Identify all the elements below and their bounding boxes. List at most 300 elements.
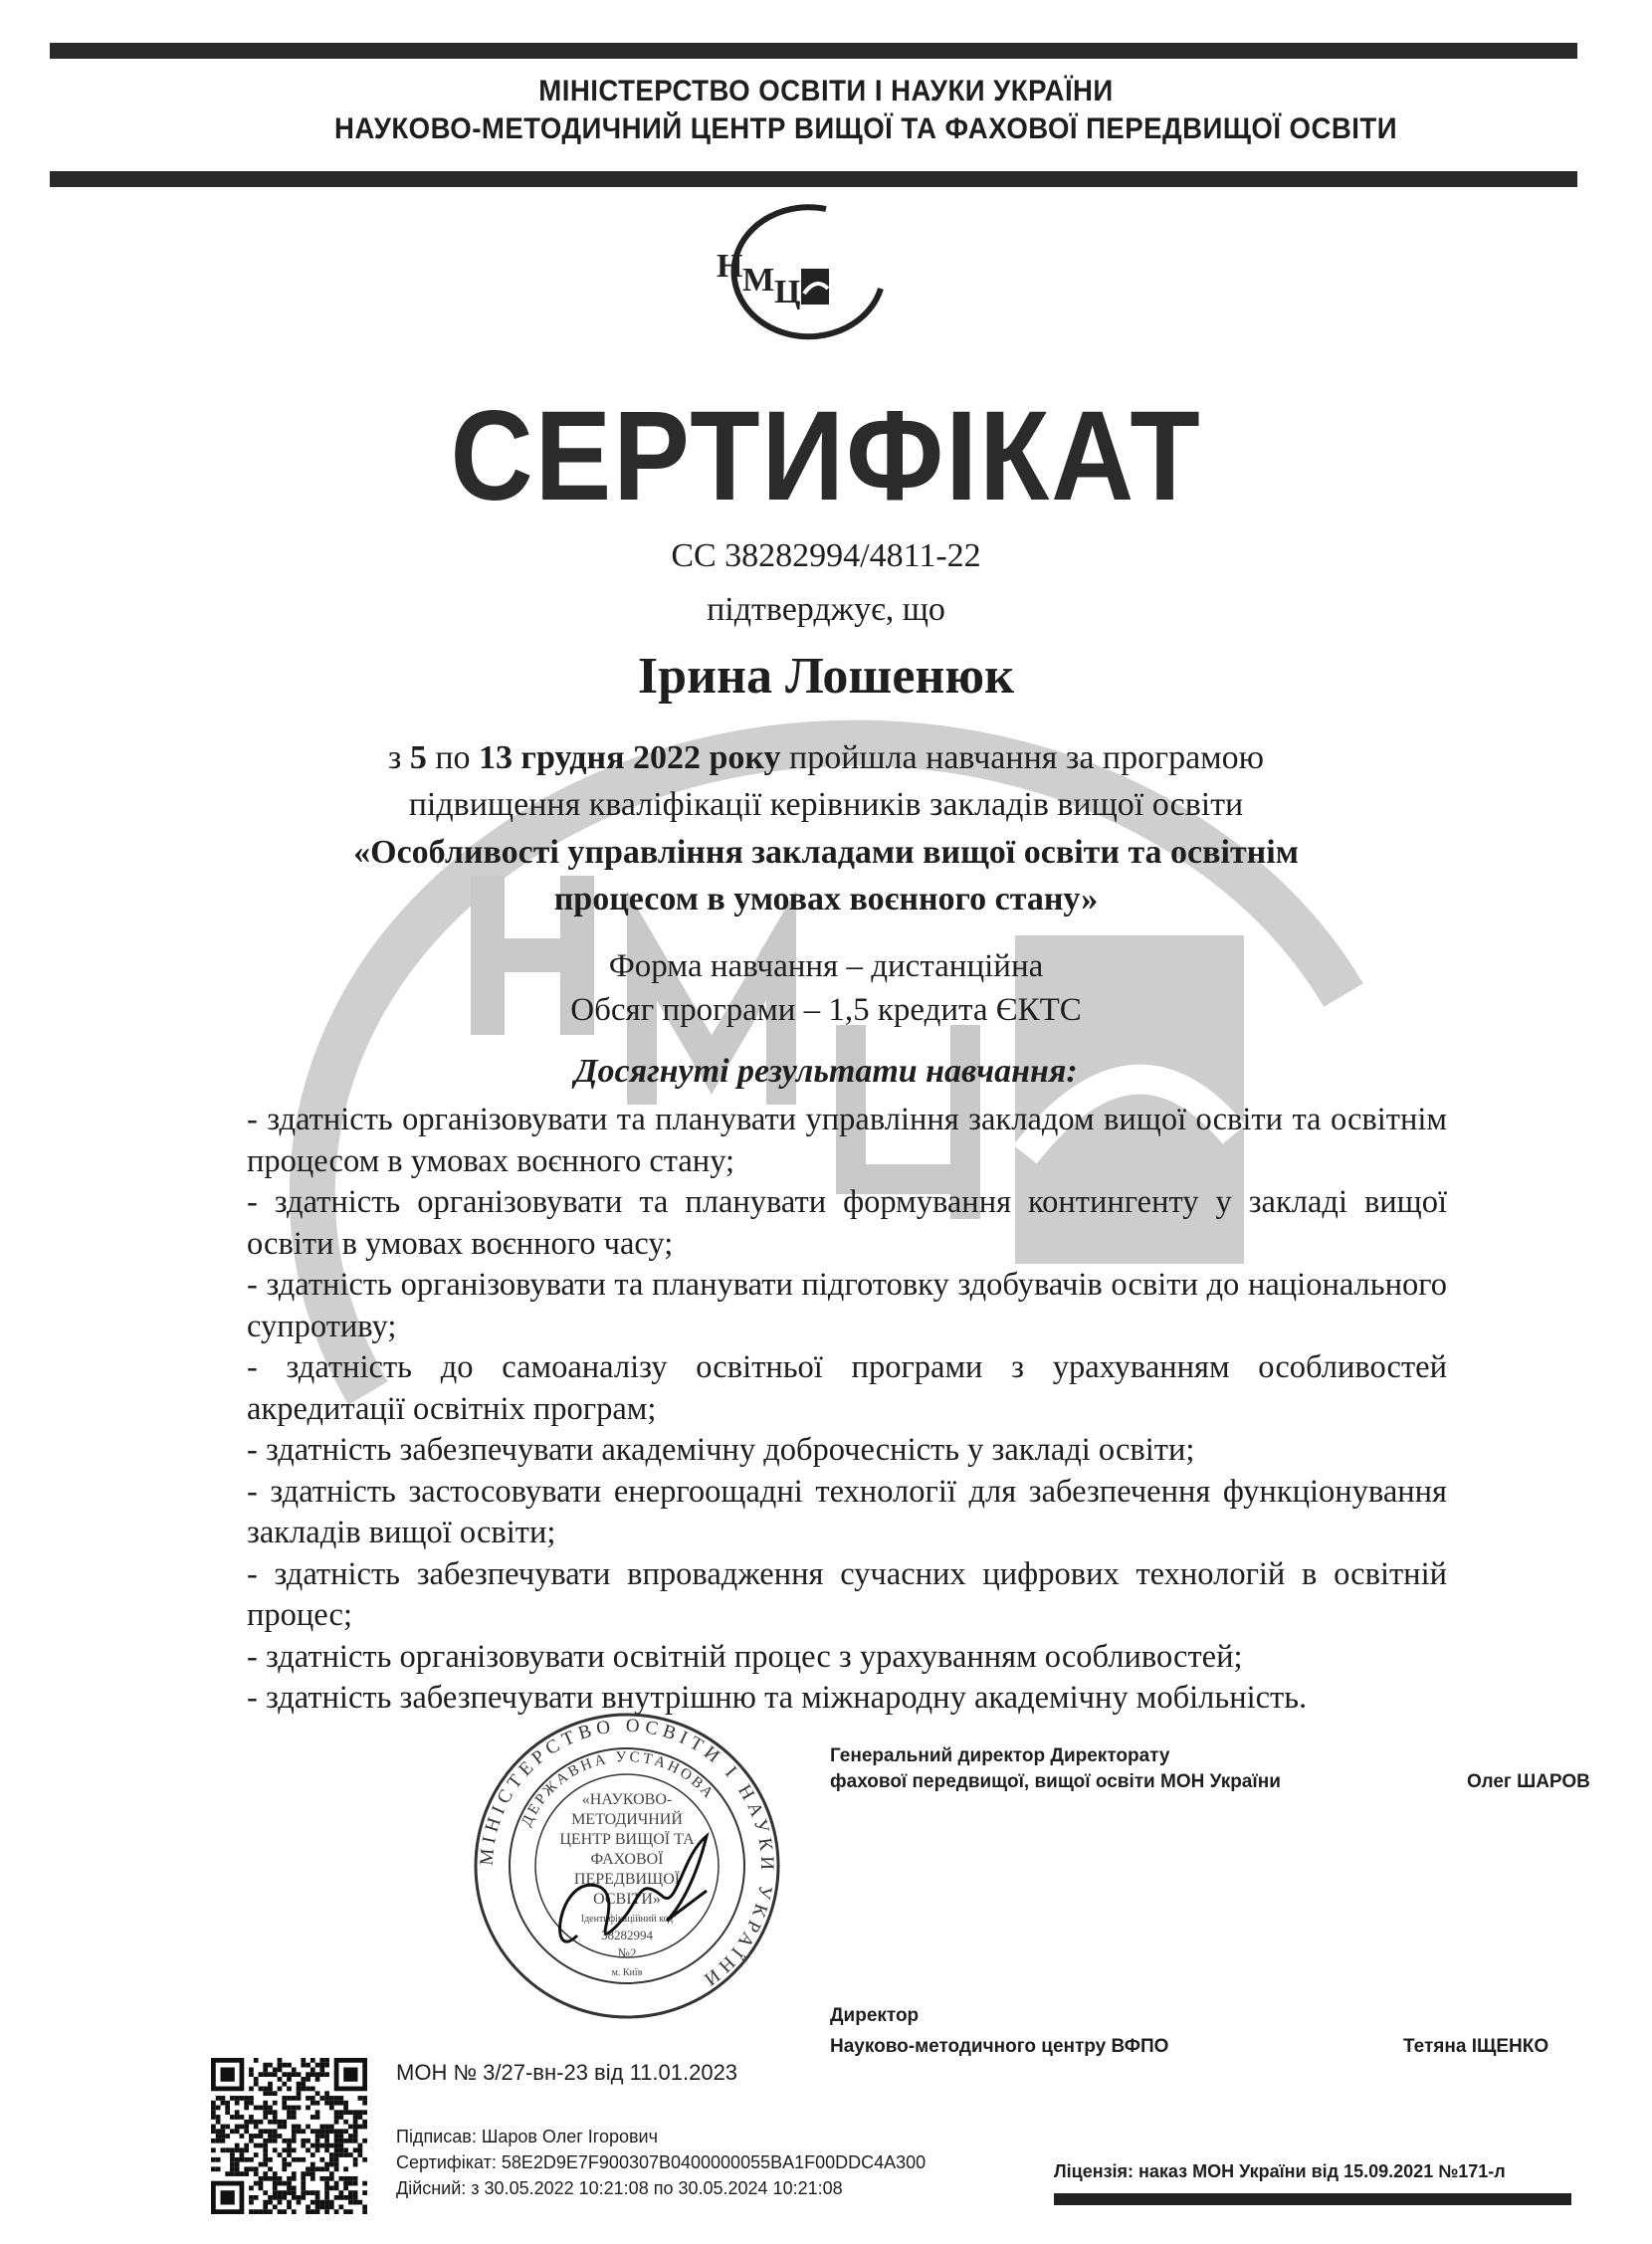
qr-module	[329, 2185, 334, 2190]
qr-module	[225, 2134, 230, 2139]
certificate-title: СЕРТИФІКАТ	[450, 385, 1202, 527]
qr-module	[362, 2120, 367, 2125]
qr-module	[259, 2209, 264, 2214]
qr-module	[334, 2096, 339, 2101]
qr-module	[259, 2120, 264, 2125]
qr-module	[362, 2190, 367, 2195]
qr-module	[273, 2091, 278, 2096]
qr-module	[278, 2190, 283, 2195]
qr-module	[244, 2125, 249, 2130]
qr-module	[301, 2129, 306, 2134]
qr-module	[249, 2115, 254, 2120]
qr-module	[244, 2143, 249, 2148]
qr-module	[254, 2166, 259, 2171]
qr-module	[357, 2096, 362, 2101]
qr-module	[278, 2176, 283, 2181]
qr-module	[254, 2077, 259, 2082]
qr-module	[329, 2162, 334, 2167]
qr-finder	[221, 2190, 235, 2204]
qr-module	[278, 2181, 283, 2186]
qr-module	[287, 2181, 292, 2186]
qr-module	[353, 2110, 358, 2115]
qr-module	[319, 2176, 324, 2181]
result-item: - здатність організовувати та планувати формування контингенту у закладі вищої освіти в умовах воєнного часу;	[247, 1184, 1447, 1262]
qr-module	[292, 2110, 297, 2115]
qr-module	[240, 2157, 245, 2162]
qr-module	[324, 2176, 329, 2181]
qr-module	[348, 2134, 353, 2139]
qr-module	[324, 2091, 329, 2096]
qr-module	[310, 2162, 315, 2167]
qr-module	[329, 2152, 334, 2157]
qr-module	[292, 2157, 297, 2162]
qr-module	[329, 2106, 334, 2111]
qr-module	[278, 2068, 283, 2073]
qr-module	[268, 2134, 273, 2139]
qr-module	[211, 2110, 216, 2115]
qr-module	[319, 2204, 324, 2209]
qr-module	[324, 2209, 329, 2214]
period-mid: по	[426, 739, 480, 776]
qr-module	[235, 2101, 240, 2106]
qr-module	[225, 2171, 230, 2176]
qr-module	[310, 2072, 315, 2077]
qr-module	[357, 2152, 362, 2157]
qr-module	[287, 2077, 292, 2082]
qr-module	[235, 2115, 240, 2120]
qr-module	[240, 2125, 245, 2130]
qr-module	[273, 2115, 278, 2120]
qr-module	[315, 2143, 320, 2148]
qr-module	[216, 2096, 221, 2101]
qr-module	[292, 2129, 297, 2134]
qr-module	[306, 2209, 310, 2214]
qr-module	[353, 2125, 358, 2130]
qr-module	[244, 2106, 249, 2111]
qr-module	[287, 2063, 292, 2068]
qr-module	[362, 2157, 367, 2162]
qr-module	[282, 2072, 287, 2077]
qr-module	[329, 2171, 334, 2176]
qr-module	[230, 2157, 235, 2162]
validity-period: Дійсний: з 30.05.2022 10:21:08 по 30.05.2024 10:21:08	[396, 2178, 843, 2198]
qr-module	[329, 2125, 334, 2130]
qr-module	[240, 2115, 245, 2120]
qr-module	[273, 2185, 278, 2190]
qr-module	[282, 2139, 287, 2143]
qr-module	[343, 2181, 348, 2186]
program-title-2: процесом в умовах воєнного стану»	[553, 881, 1099, 918]
qr-module	[263, 2204, 268, 2209]
qr-module	[297, 2200, 302, 2205]
qr-module	[297, 2096, 302, 2101]
stamp-number: №2	[617, 1945, 637, 1960]
qr-module	[310, 2129, 315, 2134]
qr-module	[292, 2185, 297, 2190]
qr-module	[315, 2147, 320, 2152]
qr-module	[334, 2157, 339, 2162]
qr-module	[225, 2106, 230, 2111]
qr-module	[263, 2091, 268, 2096]
qr-module	[211, 2147, 216, 2152]
qr-module	[324, 2200, 329, 2205]
qr-module	[315, 2110, 320, 2115]
ministry-heading: МІНІСТЕРСТВО ОСВІТИ І НАУКИ УКРАЇНИ	[538, 75, 1114, 107]
qr-module	[338, 2195, 343, 2200]
qr-module	[263, 2176, 268, 2181]
qr-module	[319, 2129, 324, 2134]
qr-module	[310, 2176, 315, 2181]
qr-module	[324, 2101, 329, 2106]
qr-module	[343, 2209, 348, 2214]
qr-module	[353, 2115, 358, 2120]
qr-module	[329, 2129, 334, 2134]
stamp-outer-text: МІНІСТЕРСТВО ОСВІТИ І НАУКИ УКРАЇНИ	[476, 1715, 778, 1993]
qr-module	[310, 2143, 315, 2148]
qr-module	[263, 2152, 268, 2157]
qr-module	[273, 2176, 278, 2181]
qr-module	[268, 2063, 273, 2068]
center-heading: НАУКОВО-МЕТОДИЧНИЙ ЦЕНТР ВИЩОЇ ТА ФАХОВОЇ ПЕРЕДВИЩОЇ ОСВІТИ	[333, 112, 1398, 145]
qr-module	[310, 2101, 315, 2106]
qr-module	[362, 2181, 367, 2186]
qr-module	[334, 2152, 339, 2157]
stamp-line: ФАХОВОЇ	[590, 1851, 664, 1868]
recipient-name: Ірина Лошенюк	[637, 648, 1015, 705]
qr-module	[273, 2204, 278, 2209]
qr-module	[263, 2101, 268, 2106]
qr-module	[353, 2139, 358, 2143]
qr-module	[338, 2204, 343, 2209]
qr-module	[263, 2106, 268, 2111]
qr-module	[268, 2106, 273, 2111]
qr-module	[348, 2176, 353, 2181]
qr-module	[310, 2166, 315, 2171]
qr-module	[273, 2171, 278, 2176]
qr-module	[324, 2096, 329, 2101]
qr-module	[353, 2195, 358, 2200]
qr-module	[273, 2190, 278, 2195]
qr-module	[249, 2134, 254, 2139]
result-item: - здатність до самоаналізу освітньої програми з урахуванням особливостей акредитації освітніх програм;	[247, 1349, 1447, 1427]
qr-module	[225, 2101, 230, 2106]
qr-module	[338, 2134, 343, 2139]
qr-module	[292, 2115, 297, 2120]
qr-module	[301, 2063, 306, 2068]
qr-module	[268, 2087, 273, 2092]
qr-module	[324, 2195, 329, 2200]
qr-module	[343, 2152, 348, 2157]
qr-module	[319, 2063, 324, 2068]
qr-module	[343, 2195, 348, 2200]
qr-module	[273, 2129, 278, 2134]
qr-module	[353, 2120, 358, 2125]
qr-module	[357, 2110, 362, 2115]
qr-module	[292, 2171, 297, 2176]
qr-module	[306, 2171, 310, 2176]
qr-module	[343, 2106, 348, 2111]
qr-module	[259, 2134, 264, 2139]
qr-module	[334, 2110, 339, 2115]
qr-module	[254, 2181, 259, 2186]
qr-module	[310, 2087, 315, 2092]
qr-module	[249, 2209, 254, 2214]
qr-module	[273, 2139, 278, 2143]
qr-module	[254, 2143, 259, 2148]
qr-module	[278, 2077, 283, 2082]
qr-module	[221, 2101, 226, 2106]
qr-module	[334, 2134, 339, 2139]
qr-module	[259, 2181, 264, 2186]
qr-module	[324, 2185, 329, 2190]
qr-module	[362, 2096, 367, 2101]
qr-module	[348, 2110, 353, 2115]
result-item: - здатність забезпечувати академічну доброчесність у закладі освіти;	[247, 1432, 1195, 1468]
qr-module	[334, 2120, 339, 2125]
qr-module	[338, 2096, 343, 2101]
qr-module	[259, 2129, 264, 2134]
qr-module	[268, 2120, 273, 2125]
qr-module	[334, 2101, 339, 2106]
qr-module	[259, 2176, 264, 2181]
qr-module	[362, 2125, 367, 2130]
qr-module	[362, 2204, 367, 2209]
qr-module	[315, 2077, 320, 2082]
qr-module	[211, 2125, 216, 2130]
qr-module	[273, 2195, 278, 2200]
director-title-2: Науково-методичного центру ВФПО	[830, 2036, 1169, 2057]
qr-module	[292, 2134, 297, 2139]
qr-module	[343, 2129, 348, 2134]
qr-module	[259, 2072, 264, 2077]
qr-module	[324, 2072, 329, 2077]
period-date-to: 13 грудня 2022 року	[479, 739, 781, 776]
footer-rule	[1054, 2193, 1571, 2205]
qr-module	[301, 2082, 306, 2087]
qr-module	[263, 2190, 268, 2195]
top-rule	[50, 43, 1577, 59]
program-volume: Обсяг програми – 1,5 кредита ЄКТС	[570, 992, 1082, 1028]
qr-module	[329, 2176, 334, 2181]
qr-module	[216, 2157, 221, 2162]
qr-module	[315, 2115, 320, 2120]
qr-module	[221, 2125, 226, 2130]
qr-module	[343, 2110, 348, 2115]
qr-module	[287, 2115, 292, 2120]
qr-module	[334, 2166, 339, 2171]
qr-module	[278, 2120, 283, 2125]
qr-module	[310, 2171, 315, 2176]
qr-module	[343, 2185, 348, 2190]
qr-module	[263, 2068, 268, 2073]
qr-module	[254, 2195, 259, 2200]
qr-code	[211, 2058, 367, 2214]
qr-module	[292, 2072, 297, 2077]
qr-module	[263, 2129, 268, 2134]
qr-module	[306, 2125, 310, 2130]
director-general-title-2: фахової передвищої, вищої освіти МОН України	[830, 1771, 1281, 1792]
qr-module	[230, 2152, 235, 2157]
official-stamp	[468, 1707, 786, 2025]
qr-module	[319, 2166, 324, 2171]
qr-module	[268, 2200, 273, 2205]
qr-module	[315, 2091, 320, 2096]
qr-module	[301, 2185, 306, 2190]
qr-module	[292, 2209, 297, 2214]
qr-module	[216, 2166, 221, 2171]
qr-module	[348, 2152, 353, 2157]
qr-module	[244, 2096, 249, 2101]
qr-module	[301, 2087, 306, 2092]
qr-module	[348, 2139, 353, 2143]
qr-module	[249, 2096, 254, 2101]
qr-module	[329, 2200, 334, 2205]
qr-module	[287, 2087, 292, 2092]
program-line: підвищення кваліфікації керівників закладів вищої освіти	[408, 786, 1244, 823]
results-heading: Досягнуті результати навчання:	[574, 1053, 1078, 1090]
stamp-middle-text: ДЕРЖАВНА УСТАНОВА	[518, 1748, 719, 1829]
header-rule	[50, 171, 1577, 187]
qr-module	[263, 2162, 268, 2167]
qr-module	[240, 2096, 245, 2101]
qr-module	[240, 2147, 245, 2152]
qr-module	[315, 2166, 320, 2171]
qr-module	[282, 2166, 287, 2171]
qr-module	[338, 2129, 343, 2134]
qr-module	[273, 2101, 278, 2106]
qr-module	[249, 2166, 254, 2171]
qr-module	[287, 2110, 292, 2115]
period-rest: пройшла навчання за програмою	[780, 739, 1265, 776]
qr-module	[324, 2190, 329, 2195]
qr-module	[334, 2181, 339, 2186]
qr-module	[263, 2139, 268, 2143]
qr-module	[230, 2171, 235, 2176]
qr-module	[338, 2152, 343, 2157]
qr-module	[216, 2134, 221, 2139]
qr-module	[282, 2063, 287, 2068]
qr-module	[240, 2134, 245, 2139]
qr-module	[230, 2147, 235, 2152]
qr-module	[249, 2120, 254, 2125]
period-day-from: 5	[409, 739, 427, 776]
qr-module	[338, 2143, 343, 2148]
qr-module	[235, 2162, 240, 2167]
qr-module	[353, 2176, 358, 2181]
qr-module	[211, 2139, 216, 2143]
qr-module	[292, 2068, 297, 2073]
qr-module	[343, 2166, 348, 2171]
qr-module	[230, 2096, 235, 2101]
qr-module	[324, 2143, 329, 2148]
qr-module	[282, 2147, 287, 2152]
period-prefix: з	[387, 739, 410, 776]
certificate-number: СС 38282994/4811-22	[671, 537, 981, 574]
qr-module	[315, 2134, 320, 2139]
qr-module	[268, 2166, 273, 2171]
qr-module	[263, 2072, 268, 2077]
qr-module	[282, 2209, 287, 2214]
qr-module	[278, 2209, 283, 2214]
qr-module	[221, 2139, 226, 2143]
qr-module	[301, 2190, 306, 2195]
qr-module	[278, 2063, 283, 2068]
qr-module	[216, 2106, 221, 2111]
qr-module	[235, 2171, 240, 2176]
qr-module	[343, 2101, 348, 2106]
qr-module	[310, 2096, 315, 2101]
qr-module	[235, 2096, 240, 2101]
qr-module	[334, 2139, 339, 2143]
qr-module	[249, 2195, 254, 2200]
qr-module	[306, 2106, 310, 2111]
qr-module	[319, 2125, 324, 2130]
qr-module	[259, 2162, 264, 2167]
qr-module	[244, 2157, 249, 2162]
result-item: - здатність застосовувати енергоощадні технології для забезпечення функціонування закладів вищої освіти;	[247, 1473, 1447, 1550]
qr-module	[287, 2106, 292, 2111]
qr-module	[244, 2120, 249, 2125]
qr-module	[362, 2101, 367, 2106]
qr-module	[353, 2162, 358, 2167]
qr-module	[334, 2195, 339, 2200]
qr-module	[343, 2120, 348, 2125]
qr-module	[306, 2096, 310, 2101]
confirms-text: підтверджує, що	[707, 591, 945, 628]
qr-module	[310, 2190, 315, 2195]
qr-module	[301, 2171, 306, 2176]
qr-module	[282, 2195, 287, 2200]
qr-module	[306, 2063, 310, 2068]
qr-module	[292, 2147, 297, 2152]
qr-module	[310, 2152, 315, 2157]
qr-module	[249, 2200, 254, 2205]
qr-module	[278, 2134, 283, 2139]
qr-module	[319, 2143, 324, 2148]
qr-module	[310, 2115, 315, 2120]
qr-module	[338, 2115, 343, 2120]
study-form: Форма навчання – дистанційна	[608, 948, 1044, 984]
qr-module	[348, 2125, 353, 2130]
qr-module	[282, 2101, 287, 2106]
qr-module	[353, 2181, 358, 2186]
qr-module	[315, 2190, 320, 2195]
qr-module	[301, 2139, 306, 2143]
qr-module	[273, 2068, 278, 2073]
qr-module	[278, 2087, 283, 2092]
qr-module	[249, 2185, 254, 2190]
stamp-line: ОСВІТИ»	[593, 1891, 661, 1908]
qr-module	[324, 2139, 329, 2143]
qr-module	[329, 2143, 334, 2148]
qr-module	[259, 2185, 264, 2190]
qr-module	[315, 2101, 320, 2106]
qr-module	[259, 2143, 264, 2148]
qr-module	[319, 2058, 324, 2063]
qr-module	[357, 2125, 362, 2130]
qr-module	[273, 2072, 278, 2077]
stamp-line: «НАУКОВО-	[581, 1791, 673, 1808]
qr-module	[230, 2115, 235, 2120]
qr-module	[338, 2147, 343, 2152]
qr-module	[334, 2162, 339, 2167]
director-title-1: Директор	[830, 2005, 920, 2026]
director-general-name: Олег ШАРОВ	[1467, 1771, 1590, 1792]
qr-module	[315, 2195, 320, 2200]
qr-module	[211, 2101, 216, 2106]
qr-module	[282, 2125, 287, 2130]
qr-module	[301, 2181, 306, 2186]
